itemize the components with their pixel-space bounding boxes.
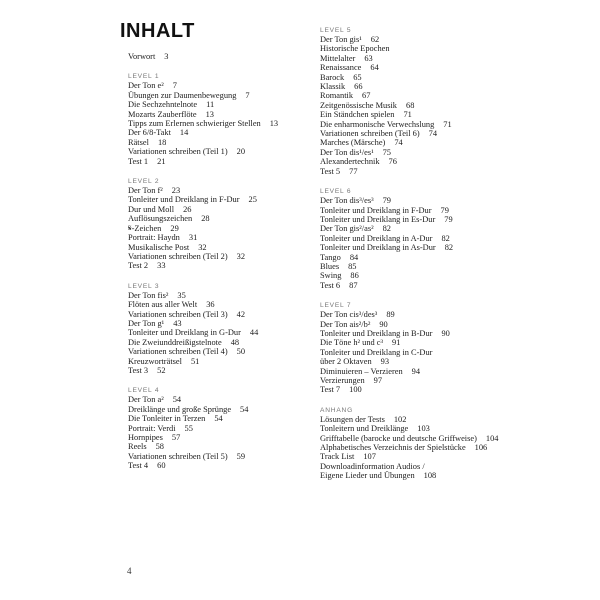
- toc-entry: [128, 347, 308, 356]
- toc-entry-title: Tonleiter und Dreiklang in F-Dur: [320, 205, 432, 215]
- toc-entry-title: Eigene Lieder und Übungen: [320, 471, 415, 481]
- toc-entry-page: 26: [183, 204, 192, 214]
- toc-entry-page: 79: [444, 214, 453, 224]
- toc-entry: [320, 329, 520, 338]
- toc-entry-title: Der Ton dis³/es³: [320, 196, 374, 206]
- toc-entry-page: 100: [349, 385, 362, 395]
- toc-entry-title: Test 2: [128, 261, 149, 271]
- level-heading: LEVEL 1: [128, 73, 160, 81]
- toc-entry: [128, 300, 308, 309]
- toc-entry: [320, 415, 520, 424]
- toc-entry-page: 77: [349, 166, 358, 176]
- toc-entry: [320, 443, 520, 452]
- toc-entry: [128, 310, 308, 319]
- toc-entry: [320, 224, 520, 233]
- toc-entry: [320, 44, 520, 53]
- toc-entry-title: Der Ton cis³/des³: [320, 310, 378, 320]
- toc-entry: [128, 357, 308, 366]
- section-gap: [128, 61, 308, 70]
- toc-entry-page: 44: [249, 328, 259, 338]
- toc-entry-page: 52: [157, 365, 166, 375]
- toc-entry-page: 13: [269, 119, 279, 129]
- toc-entry-title: Hornpipes: [128, 433, 163, 442]
- toc-entry-title: Reels: [128, 442, 147, 452]
- toc-entry: [320, 206, 520, 215]
- toc-entry-title: Ein Ständchen spielen: [320, 110, 395, 120]
- toc-entry: [320, 271, 520, 280]
- toc-entry-page: 14: [179, 128, 189, 138]
- toc-entry: [320, 367, 520, 376]
- toc-entry-page: 90: [379, 319, 388, 329]
- toc-entry: [320, 167, 520, 176]
- toc-entry-title: Der Ton a²: [128, 395, 164, 405]
- toc-entry-page: 7: [172, 81, 177, 91]
- toc-entry-page: 97: [373, 376, 383, 385]
- toc-entry: [320, 320, 520, 329]
- toc-entry-title: Vorwort: [128, 52, 156, 61]
- toc-entry-title: Test 4: [128, 461, 149, 471]
- toc-entry: [320, 157, 520, 166]
- toc-entry: [128, 224, 308, 233]
- toc-entry-title: Blues: [320, 261, 340, 271]
- toc-entry-title: Der Ton gis¹: [320, 35, 362, 44]
- toc-entry-page: 31: [188, 233, 198, 243]
- toc-entry-page: 90: [441, 328, 450, 338]
- toc-entry-title: Alexandertechnik: [320, 157, 380, 167]
- toc-entry-page: 76: [388, 157, 397, 167]
- toc-entry: [128, 328, 308, 337]
- toc-entry-title: Klassik: [320, 82, 346, 92]
- page-title: INHALT: [120, 20, 195, 42]
- toc-entry-title: Der Ton fis²: [128, 290, 169, 300]
- toc-entry: [320, 35, 520, 44]
- toc-entry-title: Die Töne h² und c³: [320, 338, 384, 348]
- level-heading: LEVEL 4: [128, 387, 160, 395]
- toc-entry: [128, 433, 308, 442]
- toc-entry-title: Tonleiter und Dreiklang in G-Dur: [128, 328, 241, 338]
- toc-entry-page: 59: [236, 451, 246, 461]
- toc-entry-title: Barock: [320, 72, 345, 82]
- toc-entry-page: 75: [382, 147, 391, 157]
- toc-entry: [320, 376, 520, 385]
- section-gap: [320, 395, 520, 404]
- toc-entry-title: Tonleiter und Dreiklang in B-Dur: [320, 328, 433, 338]
- toc-entry-title: Variationen schreiben (Teil 6): [320, 129, 420, 139]
- toc-entry-page: 84: [349, 252, 359, 262]
- toc-entry: [320, 462, 520, 471]
- toc-entry-page: 3: [164, 52, 169, 61]
- toc-entry-page: 102: [393, 414, 407, 424]
- toc-entry: [320, 281, 520, 290]
- toc-entry-page: 79: [440, 205, 449, 215]
- section-gap: [128, 271, 308, 280]
- level-heading: LEVEL 6: [320, 188, 352, 196]
- toc-entry: [320, 243, 520, 252]
- toc-entry-page: 29: [170, 223, 179, 233]
- level-heading: ANHANG: [320, 406, 354, 414]
- toc-entry-title: Dur und Moll: [128, 204, 175, 214]
- toc-entry-title: Die enharmonische Verwechslung: [320, 119, 435, 129]
- toc-entry-page: 32: [236, 251, 246, 261]
- toc-entry-page: 94: [411, 366, 421, 376]
- toc-entry-title: Variationen schreiben (Teil 5): [128, 451, 228, 461]
- toc-entry-page: 33: [157, 261, 166, 271]
- toc-entry-page: 18: [157, 137, 167, 147]
- toc-entry-title: Tonleiter und Dreiklang in A-Dur: [320, 233, 433, 243]
- toc-entry-title: Grifftabelle (barocke und deutsche Griffweise): [320, 433, 477, 443]
- toc-entry-page: 63: [364, 53, 373, 63]
- toc-right-column: [320, 24, 520, 481]
- toc-entry-title: Test 5: [320, 166, 341, 176]
- toc-entry-title: Der Ton f²: [128, 186, 163, 196]
- toc-entry: [320, 54, 520, 63]
- toc-entry-title: Mittelalter: [320, 53, 356, 63]
- toc-entry: [128, 452, 308, 461]
- toc-entry: [320, 471, 520, 480]
- toc-entry: [320, 348, 520, 357]
- toc-entry-title: Variationen schreiben (Teil 2): [128, 251, 228, 261]
- toc-entry-title: Der Ton dis¹/es¹: [320, 147, 374, 157]
- toc-entry-page: 21: [157, 156, 166, 166]
- toc-entry: [320, 73, 520, 82]
- toc-entry-page: 79: [382, 196, 391, 206]
- toc-entry-title: Musikalische Post: [128, 242, 190, 252]
- toc-entry: [128, 233, 308, 242]
- toc-entry-page: 48: [230, 337, 240, 347]
- toc-entry: [128, 128, 308, 137]
- toc-entry: [128, 442, 308, 451]
- toc-entry-title: Die Zweiunddreißigstelnote: [128, 337, 222, 347]
- toc-entry-title: Der 6/8-Takt: [128, 128, 171, 138]
- toc-entry-title: Diminuieren – Verzieren: [320, 366, 403, 376]
- toc-entry-page: 58: [155, 442, 164, 452]
- toc-entry-title: Portrait: Haydn: [128, 233, 180, 243]
- toc-entry-page: 62: [370, 35, 380, 44]
- toc-entry: [128, 110, 308, 119]
- toc-entry: [320, 253, 520, 262]
- toc-entry-title: Test 7: [320, 385, 341, 395]
- toc-entry-page: 55: [184, 423, 193, 433]
- toc-entry-page: 25: [248, 195, 257, 205]
- toc-entry-page: 50: [236, 347, 246, 357]
- toc-entry-title: Test 1: [128, 156, 149, 166]
- toc-entry-page: 64: [370, 63, 379, 73]
- toc-entry: [320, 215, 520, 224]
- section-gap: [320, 290, 520, 299]
- toc-entry: [128, 243, 308, 252]
- toc-entry-page: 71: [403, 110, 412, 120]
- toc-entry: [128, 157, 308, 166]
- toc-entry: [128, 395, 308, 404]
- toc-entry: [320, 101, 520, 110]
- toc-entry-title: Der Ton gis²/as²: [320, 224, 374, 234]
- toc-entry-page: 107: [363, 452, 376, 462]
- toc-entry-title: Die Tonleiter in Terzen: [128, 414, 206, 424]
- toc-entry: [320, 148, 520, 157]
- toc-entry-title: Test 3: [128, 365, 149, 375]
- toc-entry-page: 91: [392, 338, 401, 348]
- toc-entry-title: Zeitgenössische Musik: [320, 100, 397, 110]
- toc-entry-title: Variationen schreiben (Teil 1): [128, 147, 228, 157]
- toc-entry-page: 82: [444, 243, 454, 253]
- toc-entry: [320, 82, 520, 91]
- toc-entry: [128, 91, 308, 100]
- toc-entry: [128, 319, 308, 328]
- level-heading: LEVEL 7: [320, 302, 352, 310]
- toc-entry: [128, 205, 308, 214]
- toc-entry-title: Romantik: [320, 91, 354, 101]
- toc-entry-title: Renaissance: [320, 63, 362, 73]
- section-gap: [320, 176, 520, 185]
- toc-entry: [320, 234, 520, 243]
- toc-entry-title: Downloadinformation Audios /: [320, 461, 425, 471]
- toc-entry: [128, 214, 308, 223]
- toc-entry-page: 103: [417, 424, 430, 434]
- toc-entry: [128, 252, 308, 261]
- toc-entry-title: Tonleiter und Dreiklang in Es-Dur: [320, 214, 436, 224]
- toc-entry-page: 42: [236, 309, 246, 319]
- toc-entry-page: 82: [382, 224, 391, 234]
- toc-entry-page: 57: [171, 433, 181, 442]
- toc-entry-title: Übungen zur Daumenbewegung: [128, 90, 237, 100]
- toc-entry-page: 82: [441, 233, 450, 243]
- toc-entry-page: 74: [394, 138, 403, 148]
- toc-entry-page: 36: [206, 300, 215, 310]
- toc-entry: [320, 452, 520, 461]
- toc-entry-page: 104: [485, 433, 499, 443]
- toc-entry: [320, 120, 520, 129]
- toc-entry-title: Historische Epochen: [320, 44, 390, 54]
- toc-entry: [128, 119, 308, 128]
- toc-entry-page: 87: [349, 280, 358, 290]
- toc-entry-page: 28: [201, 214, 210, 224]
- toc-entry: [320, 262, 520, 271]
- toc-entry-title: Lösungen der Tests: [320, 414, 385, 424]
- toc-entry-title: Alphabetisches Verzeichnis der Spielstücke: [320, 443, 466, 453]
- toc-entry: [128, 186, 308, 195]
- toc-entry-title: Dreiklänge und große Sprünge: [128, 404, 232, 414]
- toc-entry: [320, 63, 520, 72]
- toc-entry-title: Tango: [320, 252, 341, 262]
- section-gap: [128, 166, 308, 175]
- toc-entry-title: Kreuzworträtsel: [128, 356, 182, 366]
- toc-entry: [128, 291, 308, 300]
- toc-entry-title: Portrait: Verdi: [128, 423, 176, 433]
- toc-entry-page: 66: [354, 82, 363, 92]
- toc-entry: [128, 195, 308, 204]
- toc-entry: [128, 147, 308, 156]
- level-heading: LEVEL 5: [320, 27, 352, 34]
- toc-entry-page: 54: [214, 414, 223, 424]
- toc-entry: [128, 338, 308, 347]
- toc-entry-page: 43: [173, 318, 182, 328]
- toc-entry: [128, 405, 308, 414]
- toc-entry-page: 74: [428, 129, 438, 139]
- toc-entry-page: 23: [171, 186, 181, 196]
- toc-entry-title: Verzierungen: [320, 376, 365, 385]
- toc-entry-title: Der Ton e²: [128, 81, 164, 91]
- toc-entry-title: 𝄋-Zeichen: [128, 223, 162, 233]
- toc-entry: [128, 366, 308, 375]
- toc-entry-title: Die Sechzehntelnote: [128, 100, 198, 110]
- toc-entry: [128, 81, 308, 90]
- toc-entry: [320, 385, 520, 394]
- toc-entry-page: 13: [205, 109, 214, 119]
- toc-entry-page: 93: [380, 357, 390, 367]
- toc-entry-title: über 2 Oktaven: [320, 357, 372, 367]
- toc-entry-page: 85: [348, 261, 357, 271]
- toc-entry: [320, 424, 520, 433]
- toc-entry-title: Der Ton ais²/b²: [320, 319, 371, 329]
- toc-entry-title: Tonleiter und Dreiklang in F-Dur: [128, 195, 240, 205]
- toc-entry: [320, 110, 520, 119]
- toc-entry: [320, 338, 520, 347]
- toc-entry-page: 60: [157, 461, 166, 471]
- section-gap: [128, 375, 308, 384]
- level-heading: LEVEL 3: [128, 282, 160, 290]
- toc-entry-title: Tonleitern und Dreiklänge: [320, 424, 409, 434]
- toc-entry: [128, 424, 308, 433]
- toc-entry-page: 54: [172, 395, 182, 405]
- toc-entry-page: 71: [443, 119, 452, 129]
- toc-entry: [320, 91, 520, 100]
- toc-entry-title: Variationen schreiben (Teil 3): [128, 309, 228, 319]
- toc-entry-page: 68: [406, 100, 415, 110]
- toc-left-column: [128, 52, 308, 471]
- toc-entry: [320, 138, 520, 147]
- toc-entry-title: Flöten aus aller Welt: [128, 300, 198, 310]
- toc-entry: [128, 461, 308, 470]
- toc-entry-page: 54: [240, 404, 249, 414]
- toc-entry: [320, 310, 520, 319]
- toc-entry-title: Tipps zum Erlernen schwieriger Stellen: [128, 119, 261, 129]
- toc-entry: [320, 129, 520, 138]
- toc-entry: [128, 261, 308, 270]
- toc-entry-title: Tonleiter und Dreiklang in As-Dur: [320, 243, 436, 253]
- level-heading: LEVEL 2: [128, 178, 160, 186]
- toc-entry: [128, 414, 308, 423]
- toc-entry-title: Rätsel: [128, 137, 149, 147]
- toc-entry-page: 65: [353, 72, 362, 82]
- toc-entry-title: Test 6: [320, 280, 341, 290]
- toc-entry-title: Marches (Märsche): [320, 138, 386, 148]
- toc-entry-title: Auflösungszeichen: [128, 214, 193, 224]
- toc-entry-page: 20: [236, 147, 246, 157]
- toc-entry: [320, 357, 520, 366]
- toc-entry-page: 106: [474, 443, 488, 453]
- toc-entry-title: Variationen schreiben (Teil 4): [128, 347, 228, 357]
- toc-entry-page: 11: [206, 100, 215, 110]
- toc-entry-page: 35: [177, 290, 186, 300]
- toc-entry: [128, 138, 308, 147]
- toc-entry-page: 89: [386, 310, 395, 320]
- toc-entry-title: Der Ton g¹: [128, 318, 165, 328]
- toc-entry: [320, 434, 520, 443]
- toc-entry-title: Swing: [320, 271, 342, 281]
- toc-entry-page: 108: [423, 471, 437, 481]
- toc-entry-title: Mozarts Zauberflöte: [128, 109, 197, 119]
- page-number: 4: [127, 566, 132, 576]
- toc-entry-title: Track List: [320, 452, 355, 462]
- toc-entry: [320, 196, 520, 205]
- toc-entry-title: Tonleiter und Dreiklang in C-Dur: [320, 347, 433, 357]
- toc-entry-page: 51: [190, 356, 200, 366]
- toc-entry-page: 86: [350, 271, 359, 281]
- toc-entry-page: 7: [245, 90, 250, 100]
- toc-entry: [128, 100, 308, 109]
- toc-entry-page: 32: [198, 242, 207, 252]
- toc-entry: [128, 52, 308, 61]
- toc-entry-page: 67: [362, 91, 371, 101]
